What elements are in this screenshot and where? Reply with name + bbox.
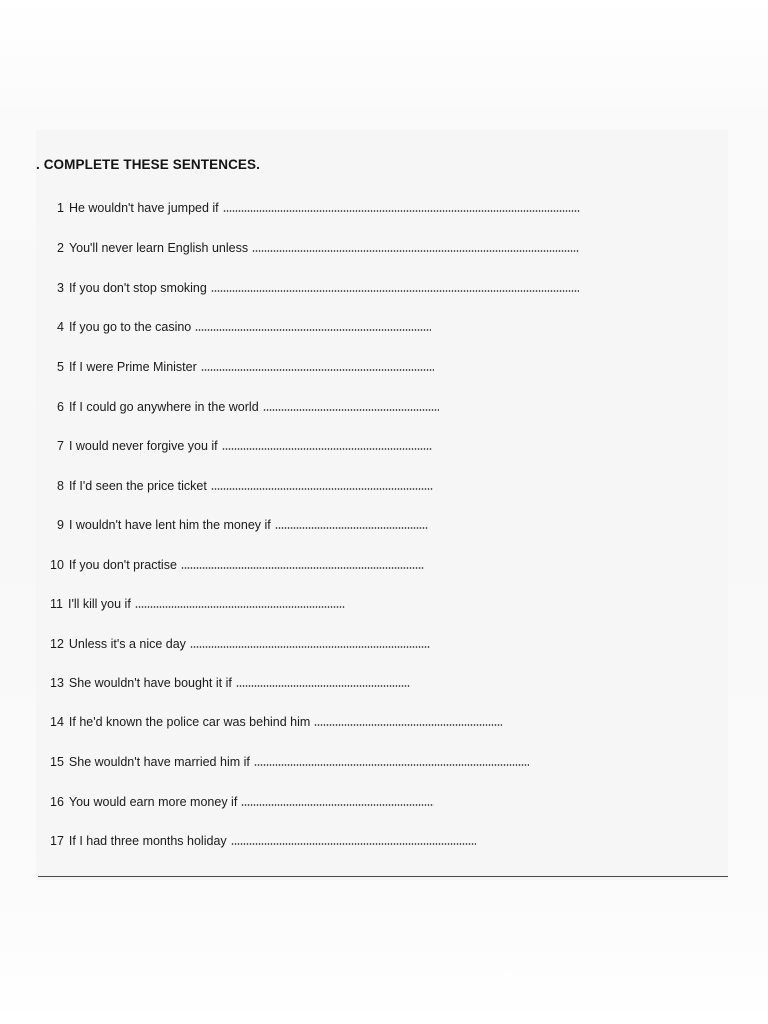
- sentence-item: [50, 597, 345, 611]
- answer-blank[interactable]: [222, 448, 432, 450]
- sentence-item: [57, 518, 428, 532]
- sentence-number: 12: [50, 637, 64, 651]
- sentence-text: If I were Prime Minister: [68, 360, 197, 374]
- sentence-item: [57, 360, 434, 374]
- sentence-item: [50, 834, 476, 848]
- sentence-number: 4: [57, 320, 64, 334]
- sentence-item: [57, 439, 432, 453]
- sentence-text: If he'd known the police car was behind him: [68, 715, 311, 729]
- answer-blank[interactable]: [201, 369, 434, 371]
- sentence-text: I wouldn't have lent him the money if: [68, 518, 271, 532]
- sentence-text: If I had three months holiday: [68, 834, 227, 848]
- sentence-text: You would earn more money if: [68, 795, 238, 809]
- sentence-text: If I could go anywhere in the world: [68, 400, 259, 414]
- sentence-item: [50, 637, 430, 651]
- sentence-text: If you don't practise: [68, 558, 177, 572]
- sentence-item: [57, 400, 439, 414]
- sentence-text: Unless it's a nice day: [68, 637, 186, 651]
- answer-blank[interactable]: [236, 685, 410, 687]
- sentence-number: 14: [50, 715, 64, 729]
- answer-blank[interactable]: [190, 646, 430, 648]
- answer-blank[interactable]: [135, 606, 345, 608]
- sentence-number: 17: [50, 834, 64, 848]
- answer-blank[interactable]: [231, 843, 476, 845]
- sentence-item: [57, 241, 579, 255]
- sentence-text: If you go to the casino: [68, 320, 192, 334]
- answer-blank[interactable]: [211, 488, 433, 490]
- answer-blank[interactable]: [241, 804, 434, 806]
- sentence-number: 13: [50, 676, 64, 690]
- answer-blank[interactable]: [254, 764, 529, 766]
- sentence-text: He wouldn't have jumped if: [68, 201, 219, 215]
- answer-blank[interactable]: [263, 409, 439, 411]
- sentence-number: 15: [50, 755, 64, 769]
- answer-blank[interactable]: [223, 210, 580, 212]
- sentence-item: [57, 281, 579, 295]
- sentence-number: 2: [57, 241, 64, 255]
- sentence-item: [50, 755, 529, 769]
- sentence-item: [57, 479, 433, 493]
- sentence-text: I would never forgive you if: [68, 439, 218, 453]
- sentence-number: 1: [57, 201, 64, 215]
- bottom-rule: [38, 876, 728, 877]
- sentence-item: [57, 320, 431, 334]
- worksheet-title: . COMPLETE THESE SENTENCES.: [36, 157, 260, 172]
- sentence-item: [50, 558, 424, 572]
- sentence-item: [50, 676, 410, 690]
- sentence-text: If I'd seen the price ticket: [68, 479, 207, 493]
- sentence-number: 5: [57, 360, 64, 374]
- sentence-number: 3: [57, 281, 64, 295]
- sentence-number: 7: [57, 439, 64, 453]
- sentence-number: 6: [57, 400, 64, 414]
- sentence-item: [50, 715, 502, 729]
- sentence-number: 8: [57, 479, 64, 493]
- sentence-text: If you don't stop smoking: [68, 281, 207, 295]
- answer-blank[interactable]: [195, 329, 431, 331]
- sentence-number: 11: [50, 597, 63, 611]
- answer-blank[interactable]: [181, 567, 424, 569]
- sentence-text: She wouldn't have bought it if: [68, 676, 232, 690]
- answer-blank[interactable]: [314, 724, 502, 726]
- sentence-item: [50, 795, 434, 809]
- sentence-item: [57, 201, 580, 215]
- sentence-text: She wouldn't have married him if: [68, 755, 250, 769]
- sentence-text: You'll never learn English unless: [68, 241, 249, 255]
- sentence-number: 10: [50, 558, 64, 572]
- sentence-number: 16: [50, 795, 64, 809]
- sentence-text: I'll kill you if: [67, 597, 131, 611]
- answer-blank[interactable]: [211, 290, 579, 292]
- sentence-number: 9: [57, 518, 64, 532]
- answer-blank[interactable]: [275, 527, 428, 529]
- answer-blank[interactable]: [252, 250, 579, 252]
